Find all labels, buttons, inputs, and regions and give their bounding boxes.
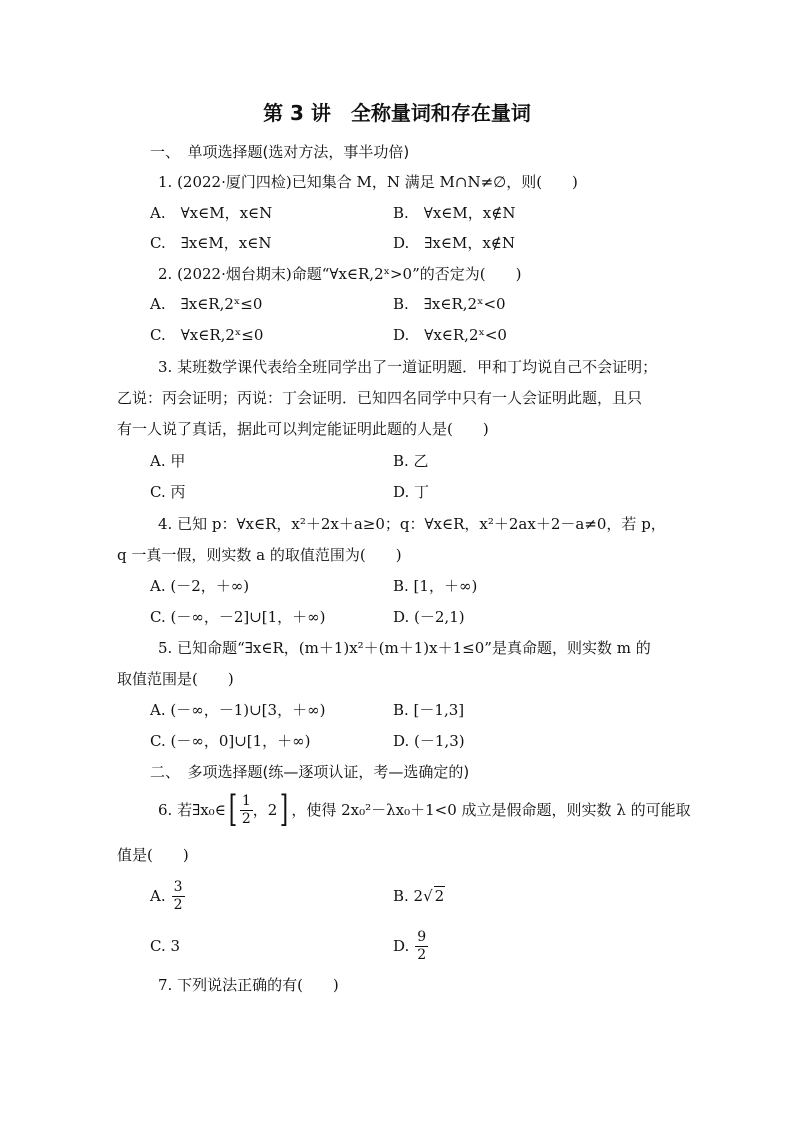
q4-option-c: C. (－∞，－2]∪[1，＋∞) (150, 608, 326, 626)
q3-option-c: C. 丙 (150, 483, 186, 501)
q1-option-c: C. ∃x∈M，x∈N (150, 234, 272, 252)
q5-option-c: C. (－∞，0]∪[1，＋∞) (150, 732, 311, 750)
question-6-stem-line1 (158, 790, 691, 830)
q3-option-b: B. 乙 (393, 452, 429, 470)
q6-option-a-label: A. (150, 887, 166, 905)
question-7-stem: 7. 下列说法正确的有( ) (158, 976, 339, 994)
question-1-stem: 1. (2022·厦门四检)已知集合 M，N 满足 M∩N≠∅，则( ) (158, 173, 578, 191)
q6-option-a (150, 876, 185, 916)
q1-option-a: A. ∀x∈M，x∈N (150, 204, 273, 222)
question-5-stem-line2: 取值范围是( ) (117, 670, 234, 688)
question-2-stem: 2. (2022·烟台期末)命题“∀x∈R,2ˣ>0”的否定为( ) (158, 265, 522, 283)
section-multiple-choice: 二、 多项选择题(练—逐项认证，考—选确定的) (150, 763, 470, 781)
q6-option-b (393, 886, 445, 906)
q3-option-a: A. 甲 (150, 452, 186, 470)
q4-option-a: A. (－2，＋∞) (150, 577, 250, 595)
q6-option-c: C. 3 (150, 937, 181, 955)
question-5-stem-line1: 5. 已知命题“∃x∈R，(m＋1)x²＋(m＋1)x＋1≤0”是真命题，则实数 m 的 (158, 639, 651, 657)
q6-stem-prefix: 6. 若∃x₀∈ (158, 801, 226, 819)
q2-option-a: A. ∃x∈R,2ˣ≤0 (150, 295, 263, 313)
q6-interval-upper: ，2 (252, 801, 278, 819)
question-3-stem-line1: 3. 某班数学课代表给全班同学出了一道证明题．甲和丁均说自己不会证明； (158, 358, 658, 376)
q4-option-d: D. (－2,1) (393, 608, 465, 626)
q6-option-d-label: D. (393, 937, 410, 955)
q5-option-b: B. [－1,3] (393, 701, 465, 719)
q6-option-a-fraction (172, 879, 185, 914)
question-3-stem-line3: 有一人说了真话，据此可以判定能证明此题的人是( ) (117, 420, 489, 438)
q2-option-c: C. ∀x∈R,2ˣ≤0 (150, 326, 264, 344)
q2-option-d: D. ∀x∈R,2ˣ<0 (393, 326, 507, 344)
q6-stem-suffix: ，使得 2x₀²－λx₀＋1<0 成立是假命题，则实数 λ 的可能取 (291, 801, 691, 819)
q6-option-d-fraction (415, 929, 428, 964)
q6-option-b-label: B. 2 (393, 887, 424, 905)
q5-option-a: A. (－∞，－1)∪[3，＋∞) (150, 701, 326, 719)
q6-fraction-numerator: 1 (241, 792, 251, 809)
q6-option-d-numerator: 9 (417, 928, 427, 945)
q6-interval (226, 789, 292, 830)
q6-option-a-denominator: 2 (173, 896, 183, 913)
question-4-stem-line1: 4. 已知 p：∀x∈R，x²＋2x＋a≥0；q：∀x∈R，x²＋2ax＋2－a≠0，若 p， (158, 515, 666, 533)
sqrt-icon: √ (423, 887, 433, 905)
question-3-stem-line2: 乙说：丙会证明；丙说：丁会证明．已知四名同学中只有一人会证明此题，且只 (117, 389, 643, 407)
q6-fraction-denominator: 2 (241, 810, 251, 827)
q6-option-b-radicand: 2 (434, 887, 445, 905)
q6-fraction-half (240, 793, 253, 828)
q3-option-d: D. 丁 (393, 483, 430, 501)
section-single-choice: 一、 单项选择题(选对方法，事半功倍) (150, 143, 410, 161)
q6-option-a-numerator: 3 (173, 878, 183, 895)
page-title: 第 3 讲 全称量词和存在量词 (263, 101, 531, 125)
q6-option-d-denominator: 2 (417, 946, 427, 963)
q5-option-d: D. (－1,3) (393, 732, 465, 750)
q4-option-b: B. [1，＋∞) (393, 577, 478, 595)
q1-option-d: D. ∃x∈M，x∉N (393, 234, 516, 252)
q1-option-b: B. ∀x∈M，x∉N (393, 204, 516, 222)
question-6-stem-line2: 值是( ) (117, 846, 189, 864)
q6-right-bracket: ] (280, 789, 289, 830)
question-4-stem-line2: q 一真一假，则实数 a 的取值范围为( ) (117, 546, 402, 564)
q2-option-b: B. ∃x∈R,2ˣ<0 (393, 295, 506, 313)
q6-left-bracket: [ (228, 789, 238, 830)
q6-option-d (393, 926, 428, 966)
